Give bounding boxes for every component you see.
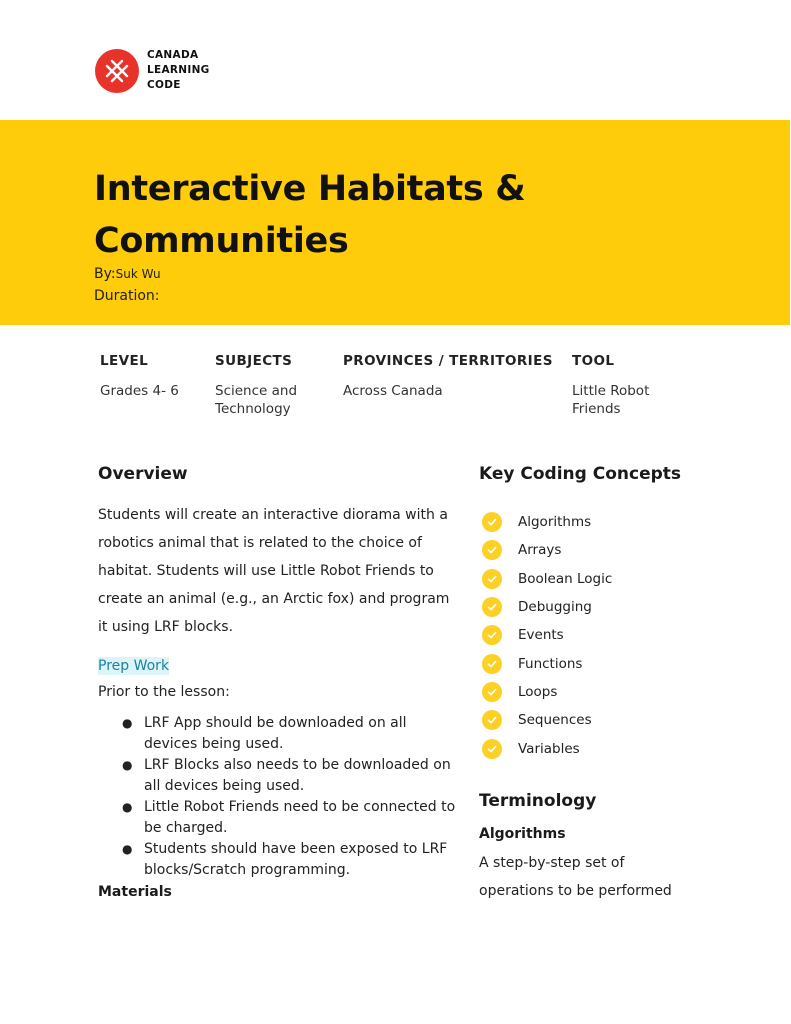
check-circle-icon	[482, 512, 502, 532]
tool-value-line-2: Friends	[572, 401, 621, 417]
by-label: By:	[94, 266, 116, 282]
logo-wordmark	[147, 48, 210, 93]
prep-intro: Prior to the lesson:	[98, 684, 230, 700]
meta-subjects	[215, 353, 297, 418]
brand-logo	[95, 48, 210, 93]
tool-value-line-1: Little Robot	[572, 383, 650, 399]
check-circle-icon	[482, 682, 502, 702]
bullet-icon: ●	[122, 842, 133, 856]
duration-label: Duration:	[94, 288, 160, 304]
term-definition	[479, 849, 699, 905]
prep-item	[98, 713, 470, 755]
prep-item-line-1: LRF App should be downloaded on all	[144, 715, 407, 731]
concept-label: Sequences	[518, 712, 592, 729]
term-name: Algorithms	[479, 826, 566, 842]
concept-item	[482, 734, 612, 762]
prep-list	[98, 713, 470, 881]
materials-heading: Materials	[98, 884, 172, 900]
concept-item	[482, 536, 612, 564]
subjects-value-line-2: Technology	[215, 401, 291, 417]
page-title	[94, 163, 654, 267]
overview-line-4: create an animal (e.g., an Arctic fox) and program	[98, 591, 450, 607]
term-definition-line-1: A step-by-step set of	[479, 855, 625, 871]
concept-label: Loops	[518, 683, 558, 700]
concept-label: Events	[518, 627, 564, 644]
concept-item	[482, 565, 612, 593]
author-name: Suk Wu	[115, 267, 161, 281]
level-heading: LEVEL	[100, 353, 149, 369]
bullet-icon: ●	[122, 800, 133, 814]
logo-line-3: CODE	[147, 79, 181, 91]
prep-item-line-2: all devices being used.	[144, 778, 305, 794]
provinces-heading: PROVINCES / TERRITORIES	[343, 353, 553, 369]
overview-line-2: robotics animal that is related to the choice of	[98, 535, 422, 551]
meta-tool	[572, 353, 649, 418]
check-circle-icon	[482, 654, 502, 674]
key-concepts-heading: Key Coding Concepts	[479, 464, 682, 484]
overview-paragraph	[98, 501, 463, 641]
subjects-value-line-1: Science and	[215, 383, 298, 399]
concept-label: Functions	[518, 655, 583, 672]
prep-item-line-1: LRF Blocks also needs to be downloaded on	[144, 757, 451, 773]
prep-item-line-2: devices being used.	[144, 736, 284, 752]
concept-item	[482, 649, 612, 677]
level-value: Grades 4- 6	[100, 383, 179, 399]
terminology-heading: Terminology	[479, 791, 597, 811]
provinces-value: Across Canada	[343, 383, 443, 399]
concept-label: Algorithms	[518, 514, 592, 531]
prep-item-line-1: Students should have been exposed to LRF	[144, 841, 448, 857]
meta-provinces	[343, 353, 553, 400]
page-title-line-1: Interactive Habitats &	[94, 169, 526, 209]
key-concepts-list	[482, 508, 612, 763]
prep-item-line-2: blocks/Scratch programming.	[144, 862, 351, 878]
tool-heading: TOOL	[572, 353, 615, 369]
meta-level	[100, 353, 179, 400]
prep-item-line-1: Little Robot Friends need to be connected to	[144, 799, 456, 815]
logo-line-1: CANADA	[147, 49, 199, 61]
prep-item-line-2: be charged.	[144, 820, 228, 836]
prep-work-heading: Prep Work	[98, 658, 170, 674]
prep-item	[98, 839, 470, 881]
concept-label: Variables	[518, 740, 580, 757]
check-circle-icon	[482, 569, 502, 589]
check-circle-icon	[482, 710, 502, 730]
byline	[94, 266, 161, 282]
term-definition-line-2: operations to be performed	[479, 883, 672, 899]
concept-label: Boolean Logic	[518, 570, 613, 587]
overview-line-1: Students will create an interactive diorama with a	[98, 507, 448, 523]
concept-item	[482, 593, 612, 621]
bullet-icon: ●	[122, 716, 133, 730]
concept-label: Arrays	[518, 542, 562, 559]
check-circle-icon	[482, 739, 502, 759]
check-circle-icon	[482, 597, 502, 617]
bullet-icon: ●	[122, 758, 133, 772]
logo-line-2: LEARNING	[147, 64, 210, 76]
concept-item	[482, 621, 612, 649]
overview-line-3: habitat. Students will use Little Robot Friends to	[98, 563, 434, 579]
prep-item	[98, 797, 470, 839]
page-title-line-2: Communities	[94, 221, 349, 261]
concept-label: Debugging	[518, 599, 592, 616]
concept-item	[482, 678, 612, 706]
prep-item	[98, 755, 470, 797]
overview-line-5: it using LRF blocks.	[98, 619, 234, 635]
canada-learning-code-logo-icon	[95, 49, 139, 93]
concept-item	[482, 706, 612, 734]
check-circle-icon	[482, 540, 502, 560]
overview-heading: Overview	[98, 464, 188, 484]
subjects-heading: SUBJECTS	[215, 353, 293, 369]
concept-item	[482, 508, 612, 536]
check-circle-icon	[482, 625, 502, 645]
